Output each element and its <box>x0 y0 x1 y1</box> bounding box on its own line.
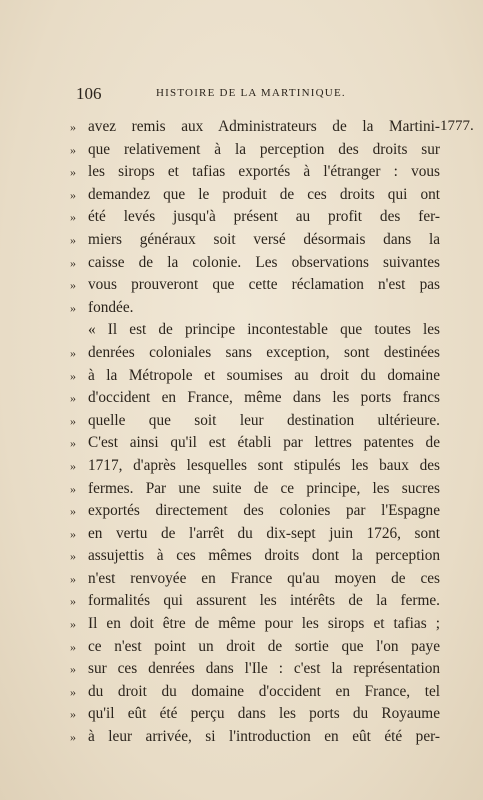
quote-mark: » <box>70 571 76 586</box>
text-line <box>70 297 440 320</box>
text-line <box>70 523 440 546</box>
line-text: qu'il eût été perçu dans les ports du Royaume <box>88 705 440 723</box>
line-text: ce n'est point un droit de sortie que l'on paye <box>88 637 440 655</box>
quote-mark: » <box>70 617 76 632</box>
text-line <box>70 229 440 252</box>
line-text: les sirops et tafias exportés à l'étranger : vous <box>88 163 440 181</box>
quote-mark: » <box>70 662 76 677</box>
quote-mark: » <box>70 232 76 247</box>
quote-mark: » <box>70 549 76 564</box>
text-line <box>70 342 440 365</box>
text-line <box>70 319 440 342</box>
text-line <box>70 274 440 297</box>
text-line <box>70 636 440 659</box>
line-text: été levés jusqu'à présent au profit des fer- <box>88 208 440 226</box>
text-line <box>70 252 440 275</box>
text-line <box>70 116 440 139</box>
text-line <box>70 681 440 704</box>
line-text: formalités qui assurent les intérêts de la ferme. <box>88 592 440 610</box>
quote-mark: » <box>70 255 76 270</box>
margin-year-note: 1777. <box>440 118 474 134</box>
quote-mark: » <box>70 458 76 473</box>
quote-mark: » <box>70 120 76 134</box>
text-line <box>70 590 440 613</box>
quote-mark: » <box>70 526 76 541</box>
text-line <box>70 206 440 229</box>
line-text: 1717, d'après lesquelles sont stipulés les baux des <box>88 456 440 474</box>
line-text: d'occident en France, même dans les ports francs <box>88 389 440 407</box>
body-text <box>70 116 440 749</box>
text-line <box>70 658 440 681</box>
line-text: Il en doit être de même pour les sirops et tafias ; <box>88 615 440 633</box>
quote-mark: » <box>70 707 76 722</box>
line-text: miers généraux soit versé désormais dans la <box>88 230 440 248</box>
line-text: n'est renvoyée en France qu'au moyen de ces <box>88 569 440 587</box>
quote-mark: » <box>70 436 76 451</box>
text-line <box>70 365 440 388</box>
line-text: denrées coloniales sans exception, sont destinées <box>88 343 440 361</box>
line-text: fermes. Par une suite de ce principe, les sucres <box>88 479 440 497</box>
text-line <box>70 703 440 726</box>
line-text: assujettis à ces mêmes droits dont la perception <box>88 547 440 565</box>
line-text: avez remis aux Administrateurs de la Martini- <box>88 118 440 135</box>
page-number: 106 <box>76 84 102 103</box>
line-text: demandez que le produit de ces droits qui ont <box>88 185 440 203</box>
line-text: C'est ainsi qu'il est établi par lettres patentes de <box>88 434 440 452</box>
line-text: sur ces denrées dans l'Ile : c'est la représentation <box>88 660 440 678</box>
line-text: fondée. <box>88 298 134 316</box>
quote-mark: » <box>70 278 76 293</box>
text-line <box>70 568 440 591</box>
line-text: du droit du domaine d'occident en France, tel <box>88 682 440 700</box>
text-line <box>70 726 440 749</box>
line-text: en vertu de l'arrêt du dix-sept juin 1726, sont <box>88 524 440 542</box>
quote-mark: » <box>70 639 76 654</box>
line-text: exportés directement des colonies par l'Espagne <box>88 502 440 520</box>
quote-mark: » <box>70 391 76 406</box>
quote-mark: » <box>70 730 76 745</box>
text-line <box>70 545 440 568</box>
text-line <box>70 139 440 162</box>
line-text: que relativement à la perception des droits sur <box>88 140 440 158</box>
line-text: caisse de la colonie. Les observations suivantes <box>88 253 440 271</box>
quote-mark: » <box>70 368 76 383</box>
quote-mark: » <box>70 594 76 609</box>
quote-mark: » <box>70 413 76 428</box>
text-line <box>70 410 440 433</box>
line-text: quelle que soit leur destination ultérieure. <box>88 411 440 429</box>
quote-mark: » <box>70 142 76 157</box>
text-line <box>70 184 440 207</box>
text-line <box>70 455 440 478</box>
text-line <box>70 432 440 455</box>
text-line <box>70 500 440 523</box>
quote-mark: » <box>70 210 76 225</box>
running-title: HISTOIRE DE LA MARTINIQUE. <box>156 87 346 99</box>
line-text: à la Métropole et soumises au droit du domaine <box>88 366 440 384</box>
text-line <box>70 613 440 636</box>
quote-mark: » <box>70 481 76 496</box>
quote-mark: » <box>70 684 76 699</box>
page-header <box>76 84 436 106</box>
line-text: « Il est de principe incontestable que toutes les <box>88 321 440 339</box>
quote-mark: » <box>70 345 76 360</box>
line-text: vous prouveront que cette réclamation n'est pas <box>88 276 440 294</box>
quote-mark: » <box>70 504 76 519</box>
quote-mark: » <box>70 187 76 202</box>
text-line <box>70 478 440 501</box>
text-line <box>70 387 440 410</box>
quote-mark: » <box>70 300 76 315</box>
text-line <box>70 161 440 184</box>
quote-mark: » <box>70 165 76 180</box>
line-text: à leur arrivée, si l'introduction en eût été per- <box>88 728 440 746</box>
